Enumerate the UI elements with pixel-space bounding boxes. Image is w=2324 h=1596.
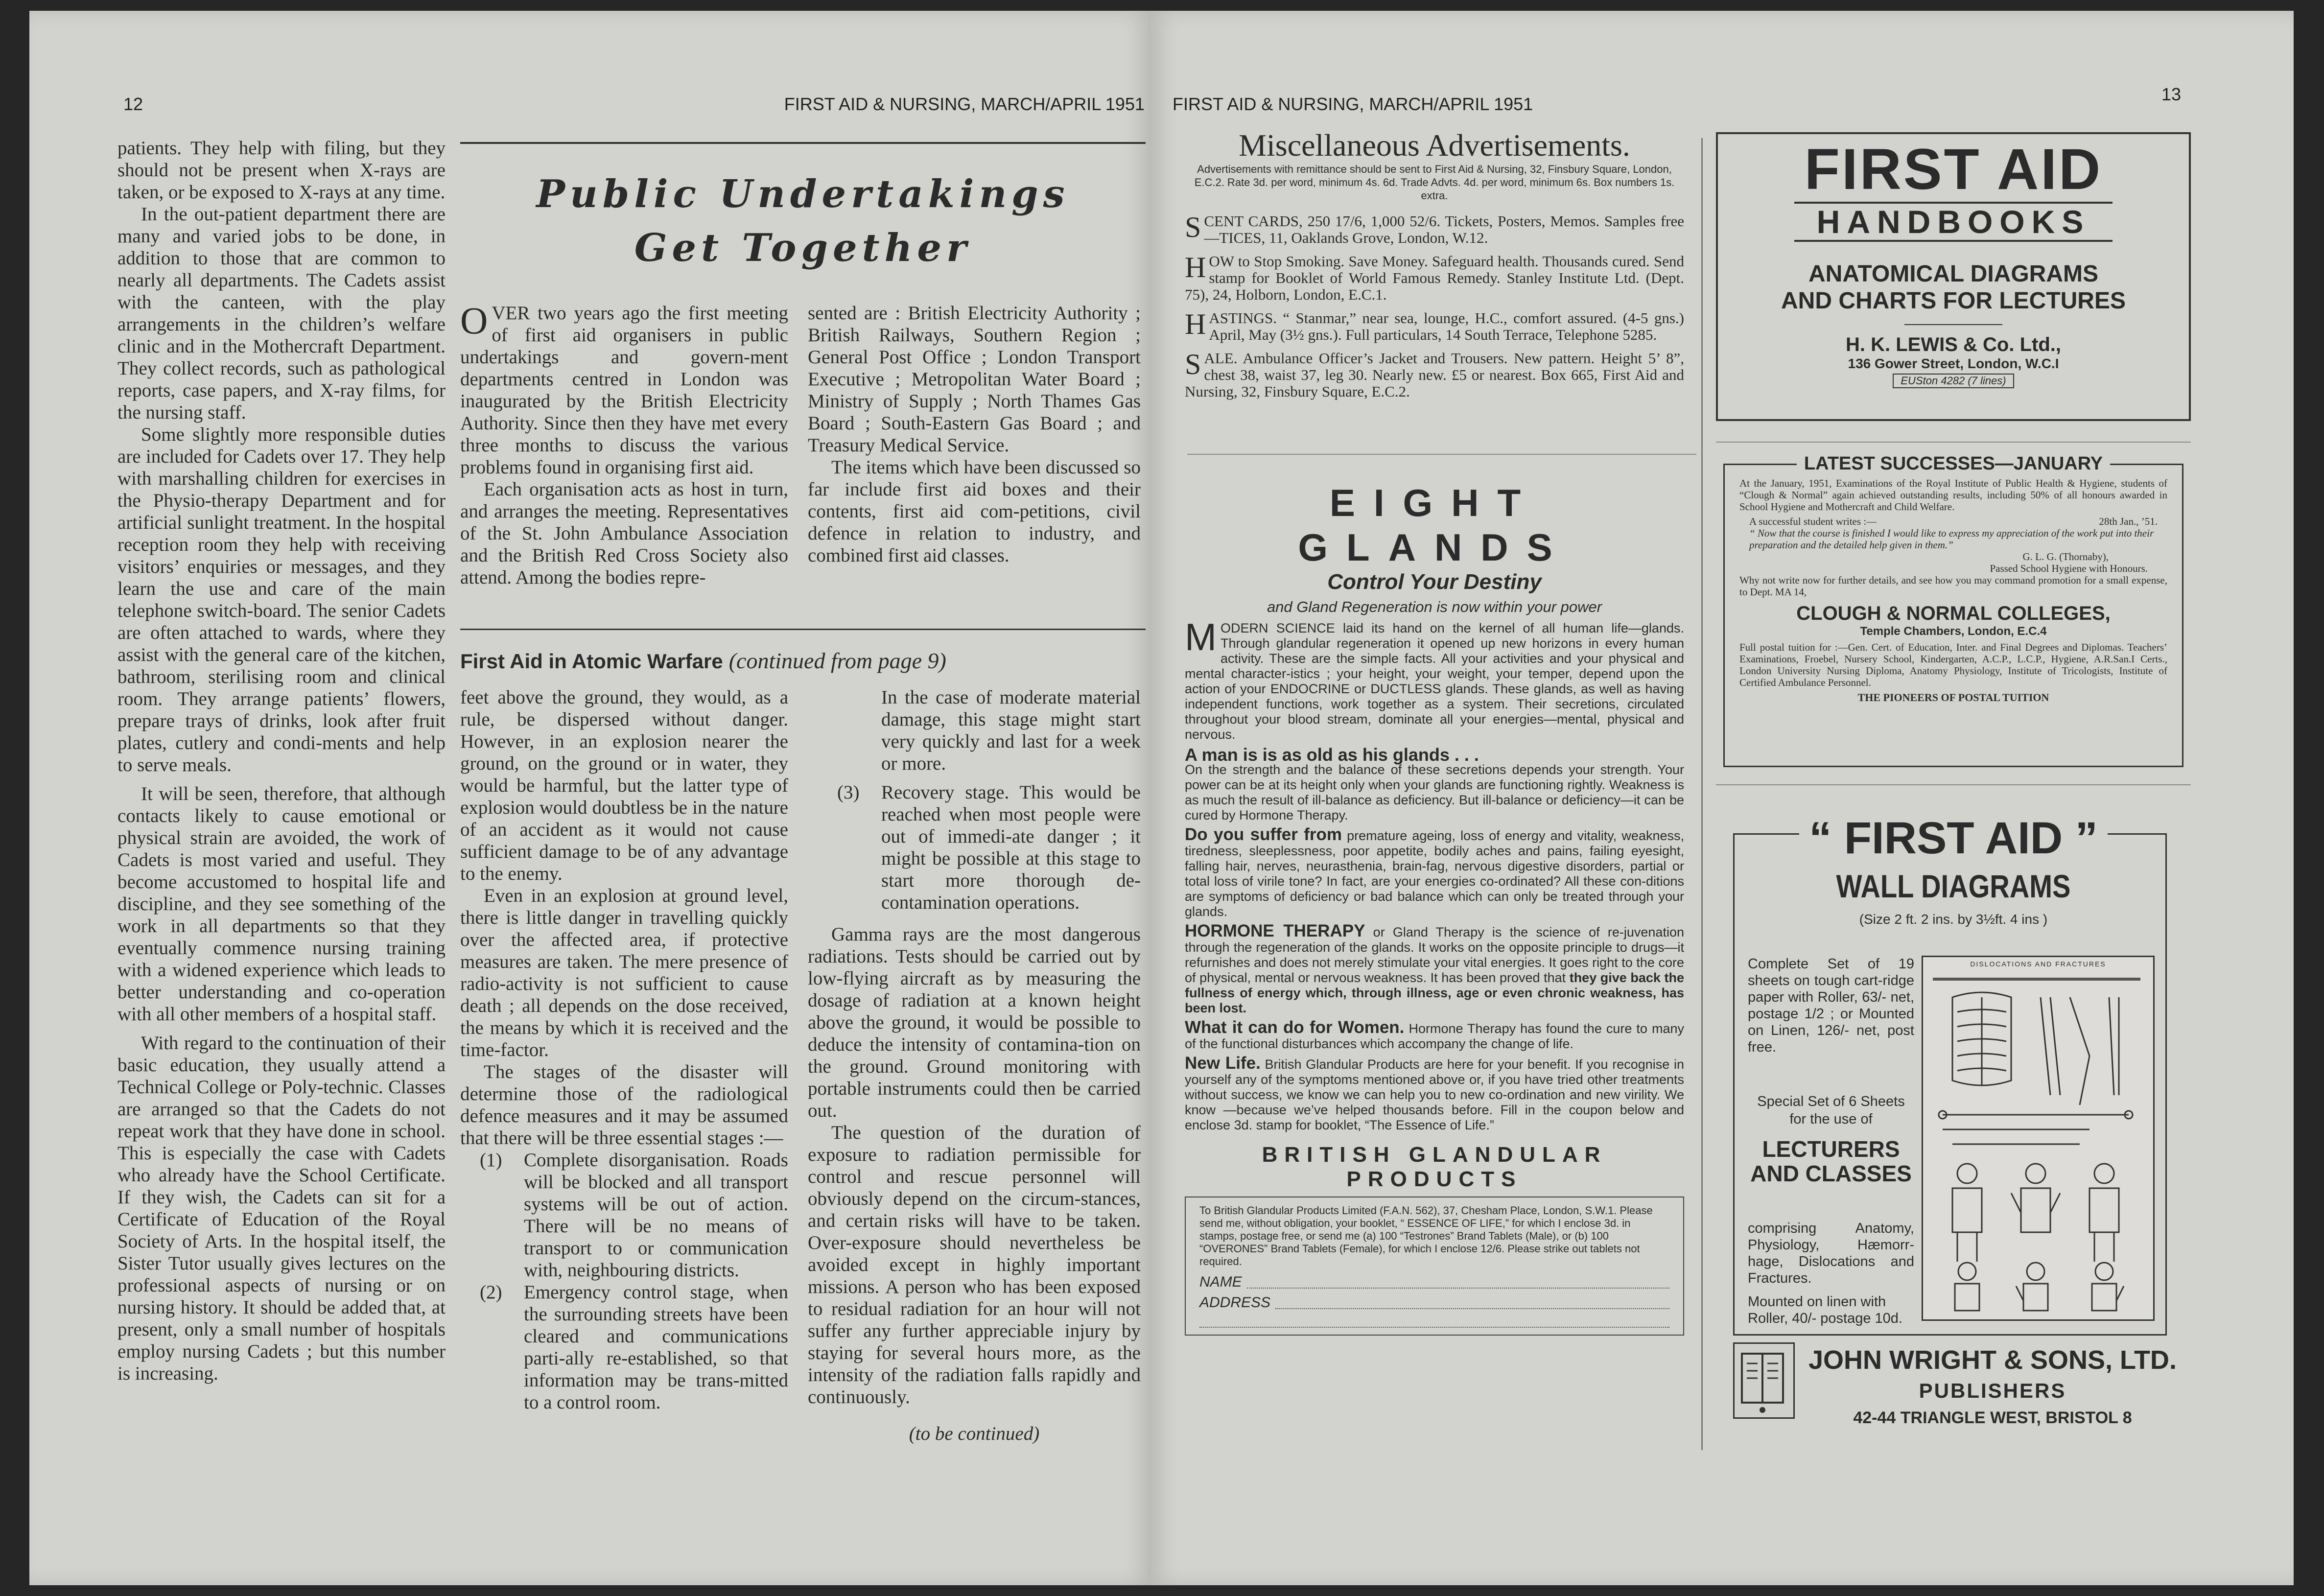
list-item: SALE. Ambulance Officer’s Jacket and Trousers. New pattern. Height 5’ 8”, chest 38, waist 37, leg 30. Nearly new. £5 or nearest. Box 665, First Aid and Nursing, 32, Finsbury Square, E.C.2. xyxy=(1185,348,1684,400)
ad-title: LATEST SUCCESSES—JANUARY xyxy=(1797,453,2110,474)
heading-text: First Aid in Atomic Warfare xyxy=(460,650,723,673)
stage-list xyxy=(460,1149,788,1413)
ad-line: AND CHARTS FOR LECTURES xyxy=(1781,288,2126,314)
running-header: FIRST AID & NURSING, MARCH/APRIL 1951 xyxy=(1173,94,1533,114)
list-item: (3) Recovery stage. This would be reached when most people were out of immedi-ate danger ; it might be possible at this stage to start more thorough de-contamination operations. xyxy=(837,782,1141,913)
divider xyxy=(1716,784,2191,785)
diagram-caption: DISLOCATIONS AND FRACTURES xyxy=(1970,960,2106,968)
skeleton-diagram xyxy=(1923,968,2150,1315)
ad-tagline: and Gland Regeneration is now within your power xyxy=(1267,598,1602,615)
ad-line: ANATOMICAL DIAGRAMS xyxy=(1808,261,2098,287)
set-6-contents: comprising Anatomy, Physiology, Hæmorr-hage, Dislocations and Fractures. xyxy=(1748,1220,1914,1286)
ad-heading: New Life. xyxy=(1185,1054,1261,1073)
order-coupon[interactable]: To British Glandular Products Limited (F.A.N. 562), 37, Chesham Place, London, S.W.1. Please send me, without obligation, your booklet, “ ESSENCE OF LIFE,” for which I enclose 3d. in stamps, postage free, or send me (a) 100 “Testrones” Brand Tablets (Male), or (b) 100 “OVERONES” Brand Tablets (Female), for which I enclose 12/6. Please strike out tablets not required. NAME ADDRESS xyxy=(1185,1197,1684,1336)
company-address: 42-44 TRIANGLE WEST, BRISTOL 8 xyxy=(1853,1408,2132,1427)
section-heading xyxy=(460,647,1146,674)
misc-title: Miscellaneous Advertisements. xyxy=(1239,128,1630,163)
right-page xyxy=(1148,11,2294,1585)
college-name: CLOUGH & NORMAL COLLEGES, xyxy=(1796,603,2111,624)
paragraph: In the out-patient department there are many and varied jobs to be done, in addition to those that are common to nearly all departments. The Cadets assist with the canteen, with the play arrangements in the children’s welfare clinic and in the Mothercraft Department. They collect records, such as pathological reports, case papers, and X-ray films, for the nursing staff. xyxy=(117,204,446,423)
address: 136 Gower Street, London, W.C.I xyxy=(1848,356,2059,371)
paragraph: patients. They help with filing, but they should not be present when X-rays are taken, or be exposed to X-rays at any time. xyxy=(117,138,446,203)
ad-subtitle: WALL DIAGRAMS xyxy=(1836,868,2071,904)
misc-intro: Advertisements with remittance should be sent to First Aid & Nursing, 32, Finsbury Square, London, E.C.2. Rate 3d. per word, minimum 4s. 6d. Trade Advts. 4d. per word, minimum 6s. Box numbers 1s. extra. xyxy=(1194,163,1675,202)
handbooks-ad xyxy=(1716,132,2191,421)
running-header: FIRST AID & NURSING, MARCH/APRIL 1951 xyxy=(784,94,1145,114)
list-item: (1) Complete disorganisation. Roads will be blocked and all transport systems will be out of action. There will be no means of transport to or communication with, neighbouring districts. xyxy=(480,1150,788,1281)
paragraph: VER two years ago the first meeting of first aid organisers in public undertakings and govern-ment departments centred in London was inaugurated by the British Electricity Authority. Since then they have met every three months to discuss the various problems found in organising first aid. xyxy=(460,303,788,478)
divider xyxy=(1904,324,2002,325)
divider xyxy=(1187,454,1696,455)
ad-subtitle: HANDBOOKS xyxy=(1794,202,2113,242)
paragraph: With regard to the continuation of their basic education, they usually attend a Technical College or Poly-technic. Classes are arranged so that the Cadets do not repeat work that they have done in school. This is especially the case with Cadets who already have the School Certificate. If they wish, the Cadets can sit for a Certificate of Education of the Royal Society of Arts. In the hospital itself, the Sister Tutor usually gives lectures on the professional aspects of nursing or on nursing history. It should be added that, at present, only a small number of hospitals employ nursing Cadets ; but this number is increasing. xyxy=(117,1033,446,1384)
paragraph: In the case of moderate material damage, this stage might start very quickly and last for a week or more. xyxy=(881,687,1141,774)
paragraph: Some slightly more responsible duties are included for Cadets over 17. They help with marshalling children for exercises in the Physio-therapy Department and for artificial sunlight treatment. In the hospital reception room they help with receiving visitors’ enquiries or messages, and they learn the use and care of the main telephone switch-board. The senior Cadets are often attached to wards, where they assist with the general care of the kitchen, bathroom, sterilising room and clinical room. They arrange patients’ flowers, prepare trays of drinks, look after fruit plates, cutlery and condi-ments and help to serve meals. xyxy=(117,424,446,775)
divider xyxy=(460,629,1146,630)
paragraph: Even in an explosion at ground level, there is little danger in travelling quickly over the affected area, if protective measures are taken. The mere presence of radio-activity is not sufficient to cause death ; all depends on the dose received, the means by which it is received and the time-factor. xyxy=(460,885,788,1060)
eight-glands-ad xyxy=(1185,481,1684,1336)
misc-list xyxy=(1185,213,1684,400)
atomic-column-b xyxy=(808,686,1141,1445)
mounted-note: Mounted on linen with Roller, 40/- postage 10d. xyxy=(1748,1294,1902,1326)
book-emblem-icon xyxy=(1735,1344,1790,1414)
phone: EUSton 4282 (7 lines) xyxy=(1893,374,2014,388)
column-divider xyxy=(1701,138,1703,1450)
paragraph: Each organisation acts as host in turn, and arranges the meeting. Representatives of the St. John Ambulance Association and the British Red Cross Society also attend. Among the bodies repre- xyxy=(460,479,788,588)
ad-title: FIRST AID xyxy=(1804,137,2103,202)
paragraph: The stages of the disaster will determine those of the radiological defence measures and it may be assumed that there will be three essential stages :— xyxy=(460,1061,788,1149)
set-19-text: Complete Set of 19 sheets on tough cart-ridge paper with Roller, 63/- net, postage 1/2 ; or Mounted on Linen, 126/- net, post free. xyxy=(1748,956,1914,1055)
company-name: BRITISH GLANDULAR PRODUCTS xyxy=(1262,1143,1607,1191)
paragraph: It will be seen, therefore, that although contacts likely to cause emotional or physical strain are avoided, the work of Cadets is most varied and useful. They become accustomed to hospital life and discipline, and they see something of the work in all departments so that they eventually commence nursing training with a widened experience which leads to better understanding and co-operation with all other members of a hospital staff. xyxy=(117,783,446,1025)
name-label: NAME xyxy=(1199,1274,1242,1290)
atomic-column-a xyxy=(460,686,788,1413)
publisher: H. K. LEWIS & Co. Ltd., xyxy=(1846,334,2061,355)
paragraph: sented are : British Electricity Authority ; British Railways, Southern Region ; General Post Office ; London Transport Executive ; Metropolitan Water Board ; Ministry of Supply ; North Thames Gas Board ; South-Eastern Gas Board ; and Treasury Medical Service. xyxy=(808,303,1141,456)
address-line[interactable] xyxy=(1199,1327,1669,1328)
lecturers-classes: LECTURERS AND CLASSES xyxy=(1750,1136,1912,1186)
ad-heading: A man is is as old as his glands . . . xyxy=(1185,745,1479,765)
publishers-label: PUBLISHERS xyxy=(1919,1379,2066,1402)
wall-diagram-illustration xyxy=(1922,956,2155,1321)
ad-heading: Do you suffer from xyxy=(1185,825,1342,844)
ad-title: EIGHT GLANDS xyxy=(1298,481,1571,569)
drop-cap: O xyxy=(460,299,488,342)
paragraph: Gamma rays are the most dangerous radiations. Tests should be carried out by low-flying aircraft as by measuring the dosage of radiation at a known height above the ground, it would be possible to deduce the intensity of contamina-tion on the ground. Ground monitoring with portable instruments could then be carried out. xyxy=(808,924,1141,1121)
publisher-logo xyxy=(1733,1342,1795,1419)
paragraph: The items which have been discussed so far include first aid boxes and their contents, first aid com-petitions, civil defence in relation to industry, and combined first aid classes. xyxy=(808,457,1141,566)
successes-ad: LATEST SUCCESSES—JANUARY At the January, 1951, Examinations of the Royal Institute of Public Health & Hygiene, students of “Clough & Normal” again achieved outstanding results, including 50% of all honours awarded in School Hygiene and Mothercraft and Child Welfare. A successful student writes :— 28th Jan., ’51. “ Now that the course is finished I would like to express my appreciation of the work put into their preparation and the detailed help given in them.” G. L. G. (Thornaby), Passed School Hygiene with Honours. Why not write now for further details, and see how you may command promotion for a small expense, to Dept. MA 14, CLOUGH & NORMAL COLLEGES, Temple Chambers, London, E.C.4 Full postal tuition for :—Gen. Cert. of Education, Inter. and Final Degrees and Diplomas. Teachers’ Examinations, Froebel, Nursery School, Kindergarten, A.C.P., L.C.P., Hygiene, A.R.San.I Certs., London University Nursing Diploma, Anatomy Physiology, Institute of Tricologists, Institute of Certified Ambulance Personnel. THE PIONEERS OF POSTAL TUITION xyxy=(1723,464,2183,767)
continued-note: (to be continued) xyxy=(909,1423,1040,1444)
title-line: Get Together xyxy=(634,226,972,270)
divider xyxy=(460,142,1146,144)
list-item: HOW to Stop Smoking. Save Money. Safeguard health. Thousands cured. Send stamp for Booklet of World Famous Remedy. Stanley Institute Ltd. (Dept. 75), 24, Holborn, London, E.C.1. xyxy=(1185,251,1684,303)
title-line: Public Undertakings xyxy=(536,172,1070,216)
misc-advertisements xyxy=(1185,128,1684,400)
undertakings-column-a xyxy=(460,299,788,588)
ad-title: “ FIRST AID ” xyxy=(1799,813,2107,863)
address-field[interactable] xyxy=(1275,1296,1669,1309)
list-item: HASTINGS. “ Stanmar,” near sea, lounge, H.C., comfort assured. (4-5 gns.) April, May (3½ gns.). Full particulars, 14 South Terrace, Telephone 5285. xyxy=(1185,308,1684,343)
name-field[interactable] xyxy=(1247,1276,1669,1289)
paragraph: feet above the ground, they would, as a rule, be dispersed without danger. However, in an explosion nearer the ground, on the ground or in water, they would be harmful, but the latter type of explosion would doubtless be in the nature of an accident as it would not cause sufficient damage to be of any advantage to the enemy. xyxy=(460,687,788,884)
page-number: 12 xyxy=(123,94,143,114)
ad-heading: What it can do for Women. xyxy=(1185,1018,1405,1037)
paragraph: The question of the duration of exposure to radiation permissible for control and rescue personnel will obviously depend on the circum-stances, and certain risks will have to be taken. Over-exposure should nevertheless be avoided except in highly important missions. A person who has been exposed to residual radiation for an hour will not suffer any further appreciable injury by staying for several hours more, as the intensity of the radiation falls rapidly and continuously. xyxy=(808,1122,1141,1408)
company-name: JOHN WRIGHT & SONS, LTD. xyxy=(1808,1345,2177,1375)
wall-diagrams-ad xyxy=(1723,814,2183,1460)
list-item: (2) Emergency control stage, when the surrounding streets have been cleared and communications parti-ally re-established, so that information may be trans-mitted to a control room. xyxy=(480,1282,788,1413)
size-note: (Size 2 ft. 2 ins. by 3½ft. 4 ins ) xyxy=(1859,912,2048,927)
list-item: SCENT CARDS, 250 17/6, 1,000 52/6. Tickets, Posters, Memos. Samples free—TICES, 11, Oaklands Grove, London, W.12. xyxy=(1185,211,1684,246)
page-number: 13 xyxy=(2161,84,2182,104)
heading-continued: (continued from page 9) xyxy=(728,648,946,673)
ad-subtitle: Control Your Destiny xyxy=(1327,570,1542,594)
left-page xyxy=(29,11,1153,1585)
article-title xyxy=(460,167,1146,275)
set-6-text: Special Set of 6 Sheets for the use of xyxy=(1757,1094,1905,1127)
ad-heading: HORMONE THERAPY xyxy=(1185,921,1365,940)
undertakings-column-b xyxy=(808,302,1141,566)
article-column-1 xyxy=(117,137,446,1385)
ad-body: MODERN SCIENCE laid its hand on the kernel of all human life—glands. Through glandular regeneration it opened up new horizons in every human activity. These are the simple facts. All your activities and your physical and mental character-istics ; your height, your weight, your temper, depend upon the action of your ENDOCRINE or DUCTLESS glands. These glands, as well as having independent functions, work together as a system. Their secretions, circulated throughout your blood stream, dominate all your energies—mental, physical and nervous. A man is is as old as his glands . . . On the strength and the balance of these secretions depends your strength. Your power can be at its height only when your glands are functioning rightly. Weakness is as much the result of ill-balance as deficiency. But ill-balance or deficiency—it can be cured by Hormone Therapy. Do you suffer from premature ageing, loss of energy and vitality, weakness, tiredness, sleeplessness, poor appetite, bodily aches and pains, failing eyesight, falling hair, nerves, neurasthenia, brain-fag, nervous digestive disorders, partial or total loss of virile tone? In fact, are your energies co-ordinated? All these con-ditions are symptoms of deficiency or bad balance which can only be treated through your glands. HORMONE THERAPY or Gland Therapy is the science of re-juvenation through the regeneration of the glands. It works on the opposite principle to drugs—it refurnishes and does not merely stimulate your vital energies. It goes right to the core of physical, mental or nervous weakness. It has been proved that they give back the fullness of energy which, through illness, age or even chronic weakness, has been lost. What it can do for Women. Hormone Therapy has found the cure to many of the functional disturbances which accompany the change of life. New Life. British Glandular Products are here for your benefit. If you recognise in yourself any of the symptoms mentioned above or, if you have tried other treatments without success, we know we can help you to new co-ordination and new virility. We know —because we’ve helped thousands before. Fill in the coupon below and enclose 3d. stamp for booklet, “The Essence of Life.” xyxy=(1185,615,1685,1132)
divider xyxy=(1716,442,2191,443)
address-label: ADDRESS xyxy=(1199,1294,1271,1311)
